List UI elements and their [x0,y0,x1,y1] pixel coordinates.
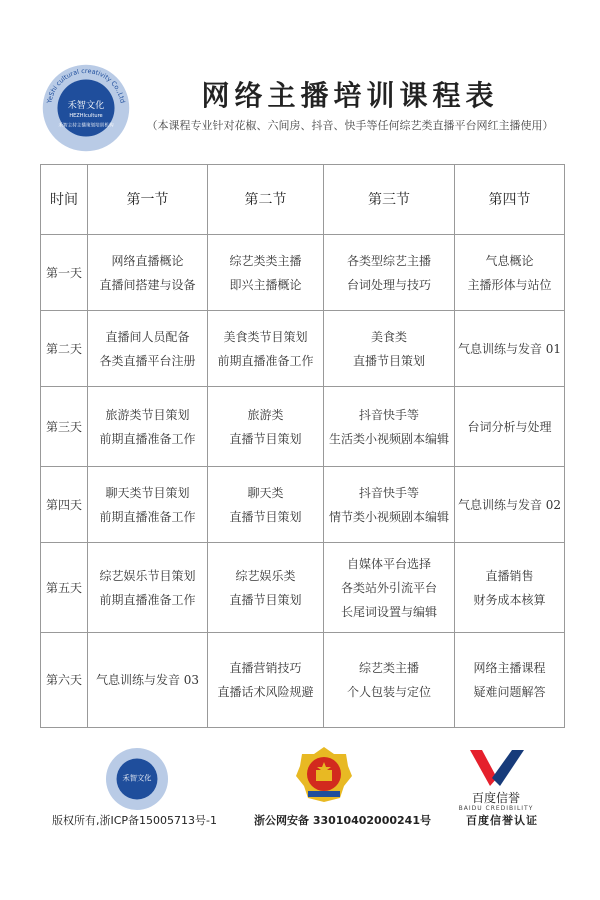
course-topic: 直播节目策划 [229,592,302,607]
course-topic: 各类型综艺主播 [346,253,431,268]
company-logo [40,62,132,154]
course-topic: 抖音快手等 [358,485,419,500]
course-topic: 台词分析与处理 [467,419,552,434]
course-cell [208,387,324,467]
course-topic: 主播形体与站位 [467,277,552,292]
course-cell [324,543,455,633]
baidu-certification: 百度信誉认证 [466,814,538,827]
course-topic: 直播节目策划 [229,431,302,446]
course-cell [324,311,455,387]
course-topic: 气息概论 [485,253,534,268]
course-topic: 直播间搭建与设备 [99,277,196,292]
course-cell [455,543,565,633]
course-topic: 网络直播概论 [111,253,184,268]
course-cell [208,543,324,633]
header-time: 时间 [41,165,88,235]
course-topic: 前期直播准备工作 [99,431,196,446]
table-row [41,467,565,543]
course-cell [455,311,565,387]
table-row [41,387,565,467]
course-cell [88,543,208,633]
course-topic: 自媒体平台选择 [346,556,431,571]
course-topic: 综艺类主播 [358,661,419,675]
course-topic: 直播话术风险规避 [217,685,314,699]
logo-arc-text: YeShi cultural creativity Co.,Ltd [45,67,127,104]
course-cell [88,311,208,387]
table-header-row [41,165,565,235]
course-topic: 直播营销技巧 [229,661,302,675]
course-cell [88,387,208,467]
course-cell [324,633,455,728]
course-cell [455,467,565,543]
day-label: 第五天 [41,543,88,633]
course-topic: 个人包装与定位 [346,685,431,699]
police-emblem-icon [294,744,354,804]
logo-slogan: 禾智主持主播策划培训机构 [58,123,114,129]
table-row [41,633,565,728]
police-record-number: 浙公网安备 33010402000241号 [254,814,431,827]
day-label: 第二天 [41,311,88,387]
course-cell [455,387,565,467]
header-period-1: 第一节 [88,165,208,235]
course-topic: 台词处理与技巧 [346,277,431,292]
course-topic: 综艺娱乐节目策划 [99,568,196,583]
baidu-credibility-logo [470,748,524,788]
course-schedule-table [40,164,565,728]
logo-brand-en: HEZHIculture [69,113,103,120]
course-topic: 旅游类节目策划 [105,407,190,422]
table-row [41,311,565,387]
course-topic: 气息训练与发音 02 [457,497,562,512]
day-label: 第四天 [41,467,88,543]
day-label: 第六天 [41,633,88,728]
course-topic: 长尾词设置与编辑 [340,604,437,619]
page-subtitle: （本课程专业针对花椒、六间房、抖音、快手等任何综艺类直播平台网红主播使用） [146,119,554,132]
course-topic: 财务成本核算 [473,592,546,607]
course-topic: 直播节目策划 [352,353,425,368]
day-label: 第三天 [41,387,88,467]
footer-logo-brand: 禾智文化 [122,773,152,783]
course-topic: 直播节目策划 [229,509,302,524]
header-period-2: 第二节 [208,165,324,235]
course-topic: 前期直播准备工作 [217,353,314,368]
course-topic: 气息训练与发音 01 [457,341,562,356]
course-topic: 综艺类类主播 [229,253,302,268]
header-period-3: 第三节 [324,165,455,235]
course-cell [324,235,455,311]
course-cell [324,467,455,543]
course-topic: 前期直播准备工作 [99,509,196,524]
course-cell [88,633,208,728]
footer-company-logo [104,746,170,812]
course-topic: 聊天类节目策划 [105,485,190,500]
icp-copyright: 版权所有,浙ICP备15005713号-1 [52,814,218,827]
table-row [41,543,565,633]
course-cell [455,235,565,311]
course-cell [208,633,324,728]
course-cell [208,311,324,387]
course-topic: 直播间人员配备 [105,329,190,344]
course-cell [88,467,208,543]
course-cell [324,387,455,467]
course-topic: 即兴主播概论 [229,277,302,292]
course-topic: 生活类小视频剧本编辑 [328,431,449,446]
course-cell [455,633,565,728]
baidu-brand-sub: BAIDU CREDIBILITY [458,805,534,812]
table-row [41,235,565,311]
header-period-4: 第四节 [455,165,565,235]
course-topic: 情节类小视频剧本编辑 [328,509,449,524]
course-cell [208,467,324,543]
page-title: 网络主播培训课程表 [201,79,499,112]
course-topic: 美食类节目策划 [223,329,308,344]
course-topic: 旅游类 [247,407,284,422]
course-topic: 各类直播平台注册 [99,353,196,368]
course-topic: 聊天类 [247,485,284,500]
course-cell [208,235,324,311]
logo-brand-cn: 禾智文化 [67,100,105,111]
course-topic: 网络主播课程 [473,661,546,675]
course-topic: 抖音快手等 [358,407,419,422]
course-topic: 疑难问题解答 [473,685,546,699]
course-topic: 气息训练与发音 03 [95,673,200,687]
course-cell [88,235,208,311]
course-topic: 前期直播准备工作 [99,592,196,607]
course-topic: 直播销售 [485,568,534,583]
course-topic: 综艺娱乐类 [235,568,296,583]
baidu-brand-text: 百度信誉 [471,791,520,805]
course-topic: 各类站外引流平台 [340,580,437,595]
day-label: 第一天 [41,235,88,311]
course-topic: 美食类 [370,329,407,344]
